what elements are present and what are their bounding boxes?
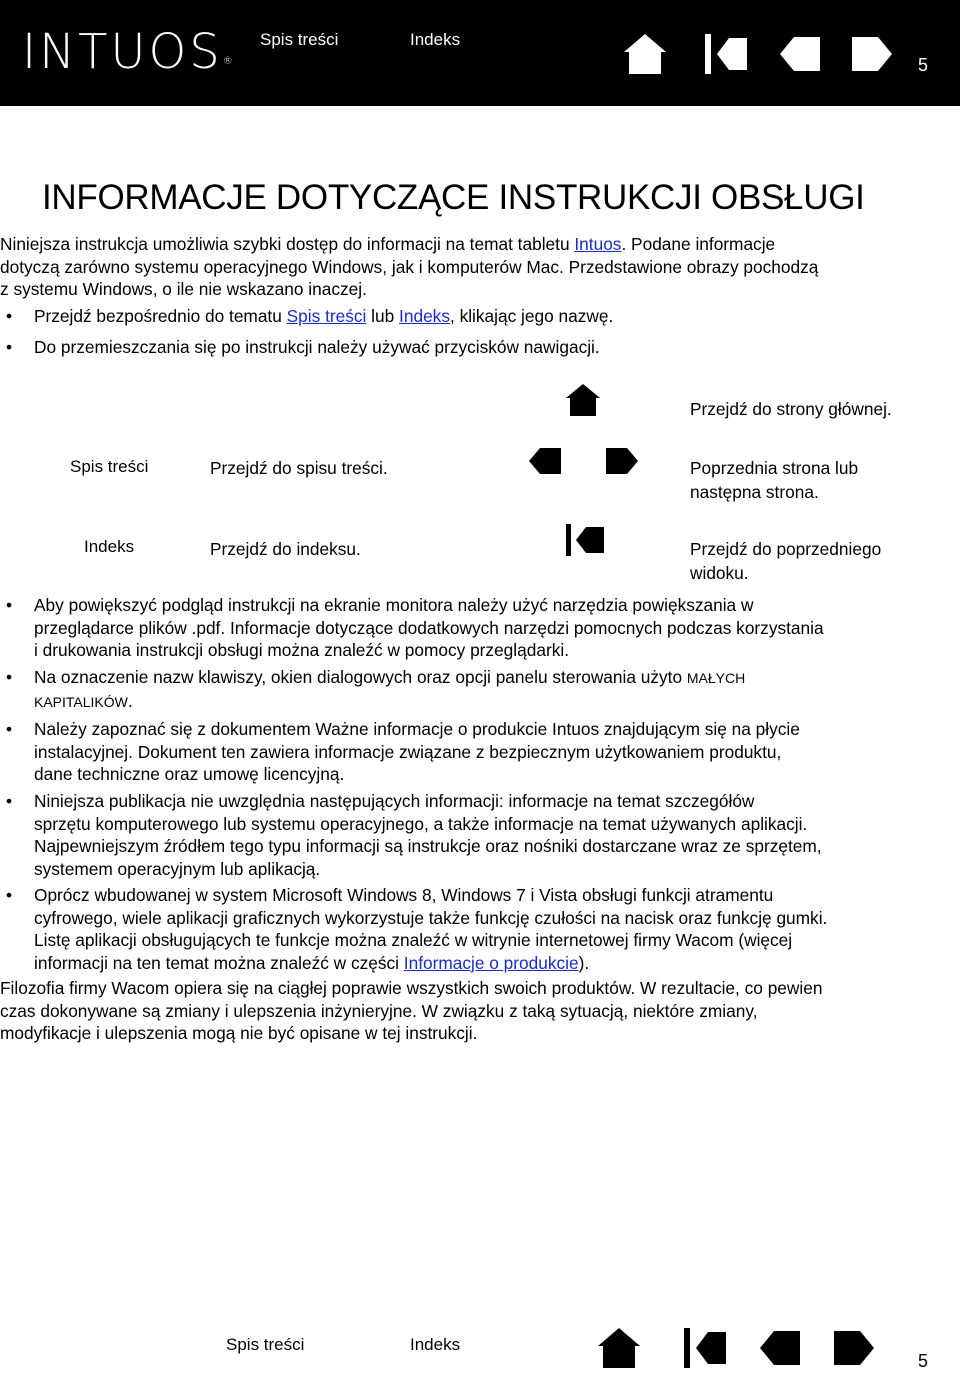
next-page-icon	[606, 447, 638, 480]
intro-paragraph	[0, 233, 960, 301]
bullet-text: Listę aplikacji obsługujących te funkcje można znaleźć w witrynie internetowej firmy Wacom (więcej	[34, 930, 793, 950]
previous-page-icon[interactable]	[760, 1328, 800, 1368]
bullet: •	[6, 667, 13, 687]
bullet-text: i drukowania instrukcji obsługi można znaleźć w pomocy przeglądarki.	[34, 640, 570, 660]
closing-paragraph	[0, 977, 960, 1045]
closing-text: Filozofia firmy Wacom opiera się na ciągłej poprawie wszystkich swoich produktów. W rezultacie, co pewien	[0, 978, 823, 998]
intro-text: z systemu Windows, o ile nie wskazano inaczej.	[0, 279, 367, 299]
bullet: •	[6, 306, 13, 326]
bullet: •	[6, 595, 13, 615]
legend-toc-desc: Przejdź do spisu treści.	[210, 458, 388, 478]
bullet-text: dane techniczne oraz umowę licencyjną.	[34, 764, 345, 784]
back-view-icon	[566, 524, 604, 561]
legend-index-link[interactable]: Indeks	[84, 537, 135, 556]
legend-back-desc: widoku.	[690, 563, 749, 583]
closing-text: modyfikacje i ulepszenia mogą nie być opisane w tej instrukcji.	[0, 1023, 478, 1043]
legend-toc-link[interactable]: Spis treści	[70, 457, 149, 476]
legend-prevnext-desc: Poprzednia strona lub	[690, 458, 859, 478]
index-inline-link[interactable]: Indeks	[399, 306, 450, 326]
first-page-icon[interactable]	[705, 34, 747, 74]
small-caps-text: MAŁYCH	[686, 670, 746, 686]
bullet-text: Niniejsza publikacja nie uwzględnia następujących informacji: informacje na temat szczegółów	[34, 791, 755, 811]
footer-page-number: 5	[918, 1351, 929, 1371]
toc-inline-link[interactable]: Spis treści	[286, 306, 367, 326]
bullet-text: informacji na ten temat można znaleźć w części	[34, 952, 404, 973]
legend-home-desc: Przejdź do strony głównej.	[690, 399, 892, 419]
bullet-text: .	[127, 690, 133, 711]
bullet-text: Przejdź bezpośrednio do tematu	[34, 306, 287, 326]
legend-back-desc: Przejdź do poprzedniego	[690, 539, 882, 559]
bullet-text: instalacyjnej. Dokument ten zawiera informacje związane z bezpiecznym użytkowaniem produktu,	[34, 741, 782, 762]
bullet-text: Aby powiększyć podgląd instrukcji na ekranie monitora należy użyć narzędzia powiększania w	[34, 595, 754, 615]
bullet-text: Oprócz wbudowanej w system Microsoft Windows 8, Windows 7 i Vista obsługi funkcji atramentu	[34, 885, 774, 905]
home-icon[interactable]	[624, 34, 666, 74]
closing-text: czas dokonywane są zmiany i ulepszenia inżynieryjne. W związku z taką sytuacją, niektóre zmiany,	[0, 1000, 758, 1021]
product-info-link[interactable]: Informacje o produkcie	[403, 952, 579, 973]
intuos-logo	[22, 22, 233, 82]
logo-text: INTUOS	[22, 24, 223, 80]
footer-toc-link[interactable]: Spis treści	[226, 1335, 305, 1354]
registered-mark: ®	[222, 56, 233, 67]
footer-index-link[interactable]: Indeks	[410, 1335, 461, 1354]
bullet-text: sprzętu komputerowego lub systemu operacyjnego, a także informacje na temat używanych aplikacji.	[34, 813, 808, 834]
home-icon[interactable]	[598, 1328, 640, 1368]
legend-index-desc: Przejdź do indeksu.	[210, 539, 361, 559]
intuos-link[interactable]: Intuos	[574, 234, 622, 254]
bullet-text: lub	[366, 306, 400, 326]
bullet: •	[6, 337, 13, 357]
legend-prevnext-desc: następna strona.	[690, 482, 819, 502]
bullet-text: Do przemieszczania się po instrukcji należy używać przycisków nawigacji.	[34, 337, 600, 357]
previous-page-icon	[529, 447, 561, 480]
header-page-number: 5	[918, 55, 929, 75]
header-toc-link[interactable]: Spis treści	[260, 30, 339, 49]
intro-text: Niniejsza instrukcja umożliwia szybki dostęp do informacji na temat tabletu	[0, 234, 575, 254]
small-caps-text: KAPITALIKÓW	[34, 693, 128, 710]
bullet-text: Należy zapoznać się z dokumentem Ważne informacje o produkcie Intuos znajdującym się na płycie	[34, 719, 800, 739]
bullet-text: , klikając jego nazwę.	[449, 306, 614, 326]
header-index-link[interactable]: Indeks	[410, 30, 461, 49]
header-bar	[0, 0, 960, 106]
bullet-text: systemem operacyjnym lub aplikacją.	[34, 858, 321, 879]
bullet-text: Na oznaczenie nazw klawiszy, okien dialogowych oraz opcji panelu sterowania użyto	[34, 667, 687, 687]
previous-page-icon[interactable]	[780, 34, 820, 74]
bullet-text: przeglądarce plików .pdf. Informacje dotyczące dodatkowych narzędzi pomocnych podczas korzystania	[34, 617, 824, 638]
home-icon	[566, 384, 600, 421]
first-page-icon[interactable]	[684, 1328, 726, 1368]
bullet-text: ).	[578, 952, 590, 973]
bullet: •	[6, 719, 13, 739]
bullet: •	[6, 791, 13, 811]
bullet: •	[6, 885, 13, 905]
intro-text: dotyczą zarówno systemu operacyjnego Windows, jak i komputerów Mac. Przedstawione obrazy pochodzą	[0, 256, 819, 277]
page-title: INFORMACJE DOTYCZĄCE INSTRUKCJI OBSŁUGI	[42, 178, 865, 217]
intro-text: . Podane informacje	[621, 234, 776, 254]
next-page-icon[interactable]	[834, 1328, 874, 1368]
bullet-text: cyfrowego, wiele aplikacji graficznych wykorzystuje także funkcję czułości na nacisk oraz funkcję gumki.	[34, 907, 828, 928]
next-page-icon[interactable]	[852, 34, 892, 74]
bullet-text: Najpewniejszym źródłem tego typu informacji są instrukcje oraz nośniki dostarczane wraz ze sprzętem,	[34, 836, 822, 856]
